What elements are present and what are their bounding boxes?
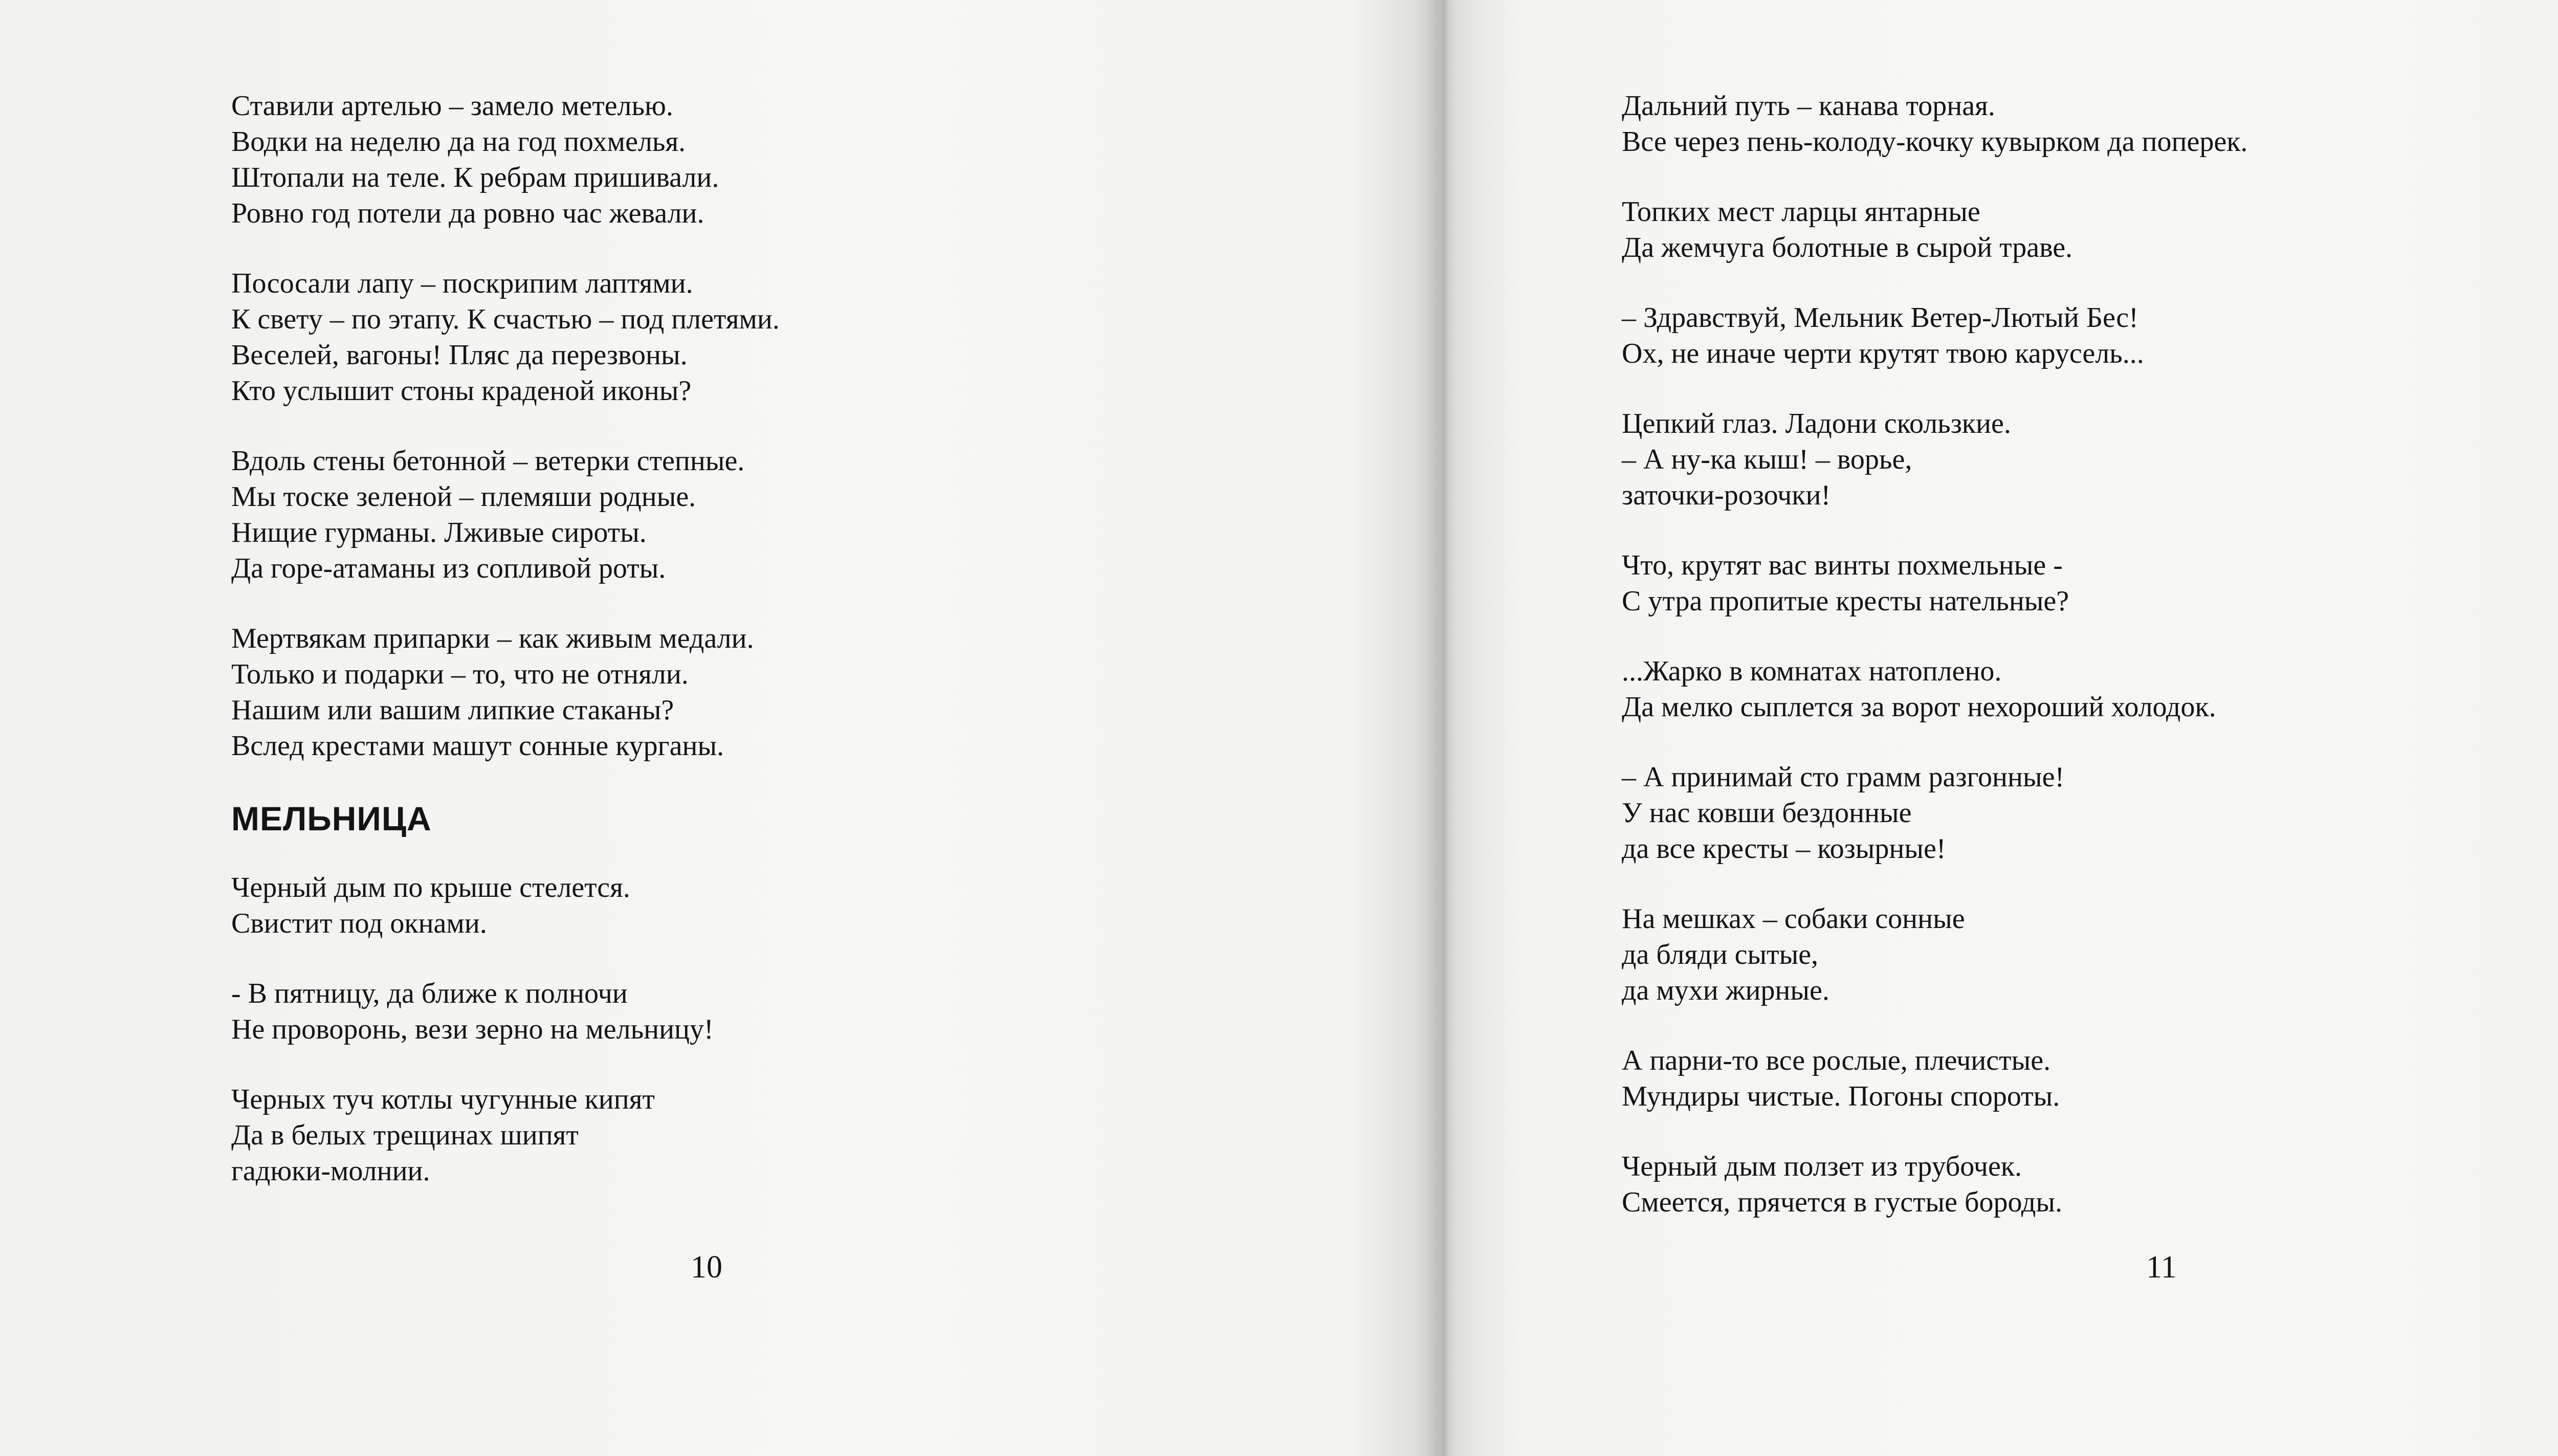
poem-line: Да мелко сыплется за ворот нехороший холодок. <box>1622 691 2216 723</box>
poem-line: Веселей, вагоны! Пляс да перезвоны. <box>231 339 688 371</box>
poem-line: Не проворонь, вези зерно на мельницу! <box>231 1013 714 1045</box>
poem-line: Свистит под окнами. <box>231 908 487 939</box>
poem-line: Ставили артелью – замело метелью. <box>231 90 673 122</box>
poem-line: Водки на неделю да на год похмелья. <box>231 126 686 158</box>
poem-line: У нас ковши бездонные <box>1622 797 1912 829</box>
poem-line: Цепкий глаз. Ладони скользкие. <box>1622 408 2011 439</box>
poem-line: Только и подарки – то, что не отняли. <box>231 658 689 690</box>
poem-line: Нашим или вашим липкие стаканы? <box>231 694 674 726</box>
poem-line: Ох, не иначе черти крутят твою карусель... <box>1622 338 2144 369</box>
poem-line: Мертвякам припарки – как живым медали. <box>231 623 754 654</box>
stanza <box>231 870 780 941</box>
poem-line: Черных туч котлы чугунные кипят <box>231 1084 655 1115</box>
stanza <box>1622 300 2247 371</box>
poem-line: да все кресты – козырные! <box>1622 833 1946 865</box>
poem-line: Черный дым по крыше стелется. <box>231 872 630 903</box>
poem-line: Дальний путь – канава торная. <box>1622 90 1995 122</box>
poem-line: Нищие гурманы. Лживые сироты. <box>231 517 647 548</box>
stanza <box>1622 547 2247 619</box>
poem-line: – А ну-ка кыш! – ворье, <box>1622 444 1912 475</box>
poem-continuation <box>231 88 780 764</box>
right-page <box>1443 0 2558 1456</box>
poem-line: Топких мест ларцы янтарные <box>1622 196 1980 228</box>
stanza <box>1622 406 2247 513</box>
poem-line: Кто услышит стоны краденой иконы? <box>231 375 692 407</box>
poem-line: Пососали лапу – поскрипим лаптями. <box>231 268 693 299</box>
poem-line: На мешках – собаки сонные <box>1622 903 1965 935</box>
stanza <box>231 976 780 1047</box>
poem-line: С утра пропитые кресты нательные? <box>1622 585 2069 617</box>
stanza <box>231 1082 780 1189</box>
poem-line: гадюки-молнии. <box>231 1155 430 1187</box>
stanza <box>231 621 780 764</box>
stanza <box>231 266 780 409</box>
page-number-left: 10 <box>691 1250 722 1285</box>
stanza <box>1622 759 2247 867</box>
poem-line: Все через пень-колоду-кочку кувырком да поперек. <box>1622 126 2248 158</box>
poem-line: Да горе-атаманы из сопливой роты. <box>231 553 666 584</box>
poem-line: Вслед крестами машут сонные курганы. <box>231 730 724 762</box>
poem-line: да мухи жирные. <box>1622 975 1829 1006</box>
poem-title-melnitsa: МЕЛЬНИЦА <box>231 800 432 837</box>
stanza <box>1622 88 2247 160</box>
poem-line: Черный дым ползет из трубочек. <box>1622 1151 2022 1182</box>
poem-line: Смеется, прячется в густые бороды. <box>1622 1186 2062 1218</box>
stanza <box>231 88 780 231</box>
poem-line: Ровно год потели да ровно час жевали. <box>231 197 704 229</box>
poem-line: Вдоль стены бетонной – ветерки степные. <box>231 445 745 477</box>
poem-line: – А принимай сто грамм разгонные! <box>1622 761 2065 793</box>
poem-line: Да жемчуга болотные в сырой траве. <box>1622 232 2073 263</box>
poem-line: К свету – по этапу. К счастью – под плетями. <box>231 303 780 335</box>
poem-line: Что, крутят вас винты похмельные - <box>1622 549 2063 581</box>
poem-line: Мы тоске зеленой – племяши родные. <box>231 481 696 513</box>
stanza <box>1622 901 2247 1008</box>
poem-line: - В пятницу, да ближе к полночи <box>231 978 628 1009</box>
poem-line: да бляди сытые, <box>1622 939 1819 970</box>
poem-line: А парни-то все рослые, плечистые. <box>1622 1045 2051 1076</box>
poem-line: ...Жарко в комнатах натоплено. <box>1622 655 2002 687</box>
poem-melnitsa-start <box>231 870 780 1189</box>
stanza <box>1622 1149 2247 1220</box>
poem-line: Штопали на теле. К ребрам пришивали. <box>231 162 719 193</box>
poem-line: Да в белых трещинах шипят <box>231 1119 579 1151</box>
left-page-text <box>231 88 780 1223</box>
page-number-right: 11 <box>2146 1250 2177 1285</box>
right-page-text <box>1622 88 2247 1254</box>
stanza <box>231 443 780 586</box>
stanza <box>1622 653 2247 725</box>
poem-line: заточки-розочки! <box>1622 479 1831 511</box>
stanza <box>1622 194 2247 266</box>
poem-line: – Здравствуй, Мельник Ветер-Лютый Бес! <box>1622 302 2138 334</box>
poem-melnitsa-continuation <box>1622 88 2247 1220</box>
poem-line: Мундиры чистые. Погоны спороты. <box>1622 1080 2060 1112</box>
stanza <box>1622 1043 2247 1114</box>
